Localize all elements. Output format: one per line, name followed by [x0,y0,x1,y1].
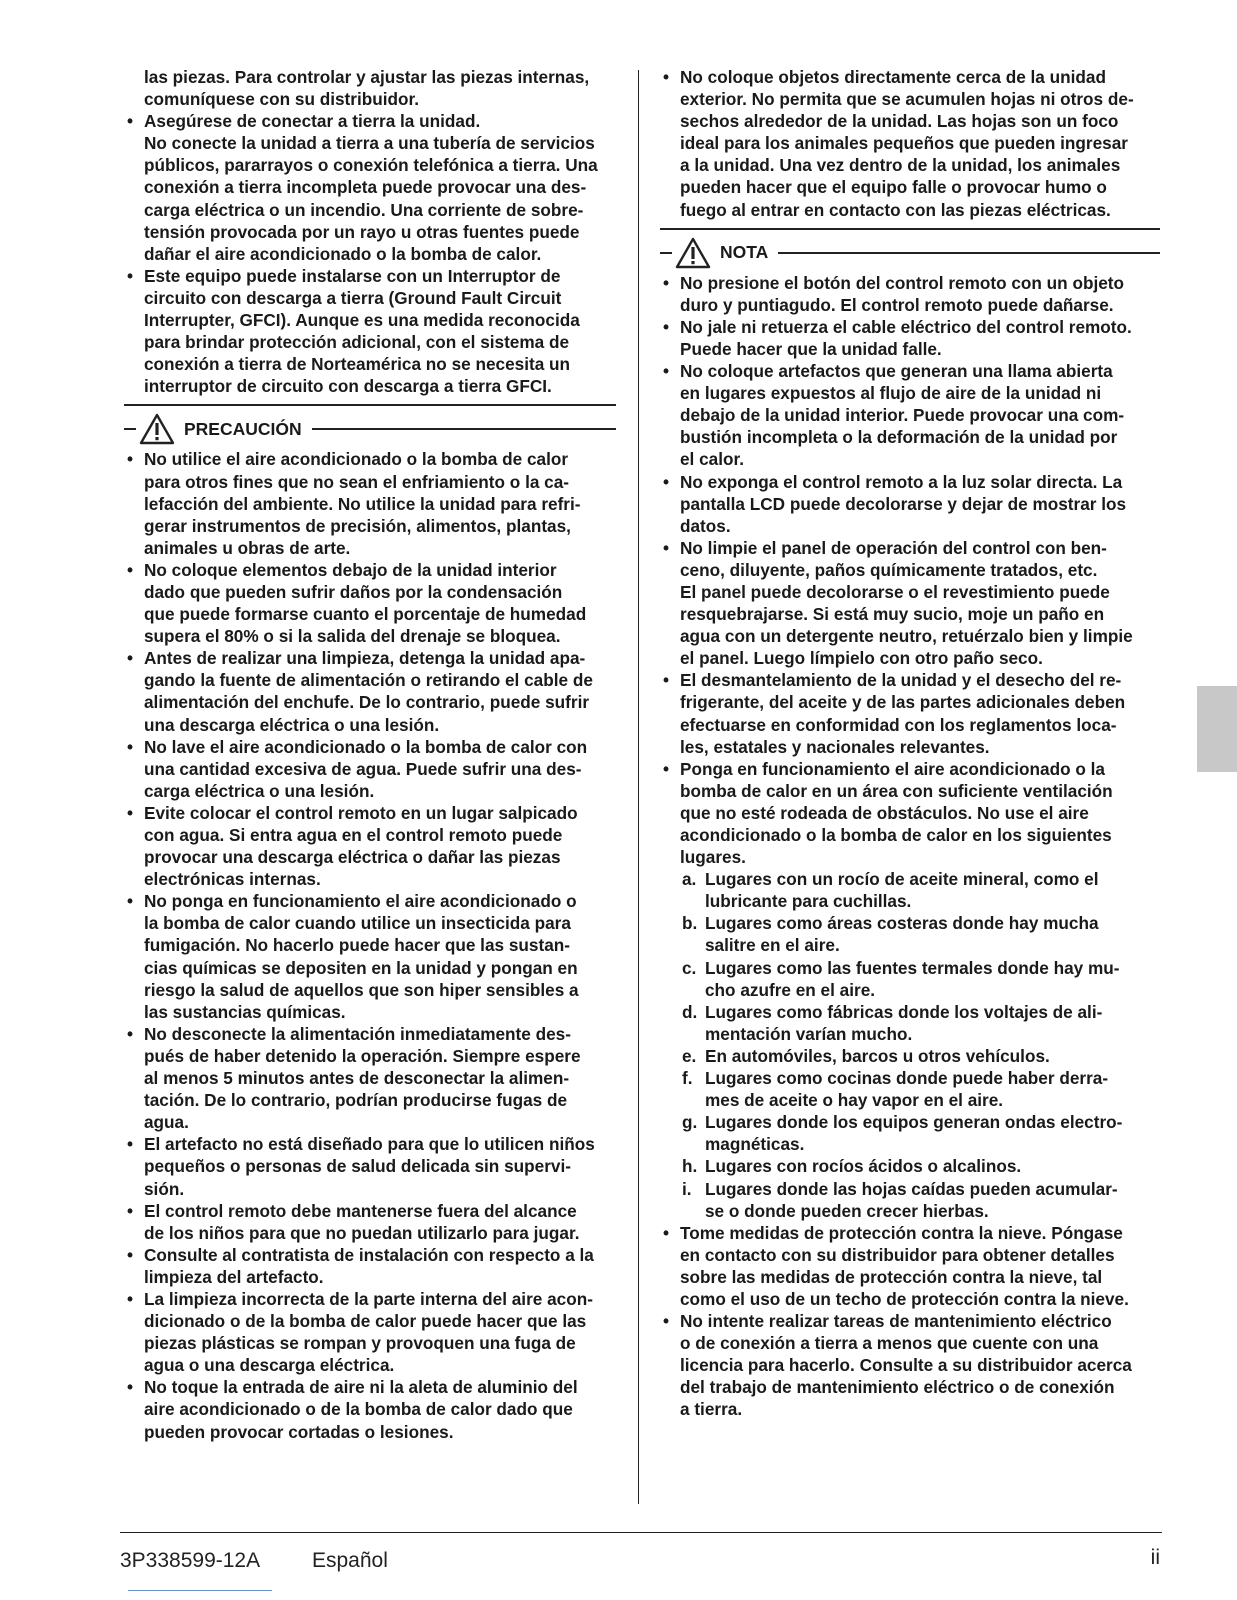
column-divider [638,70,639,1504]
text-line: en contacto con su distribuidor para obtener detalles [680,1244,1115,1265]
list-item [660,537,1160,670]
sub-marker: g. [682,1112,698,1133]
text-line: salitre en el aire. [705,935,840,956]
list-item [660,66,1160,221]
sub-marker: h. [682,1156,698,1177]
bullet-marker: • [127,736,134,757]
text-line: lugares. [680,847,746,868]
text-line: carga eléctrica o una lesión. [144,780,375,801]
list-item [124,1200,616,1244]
header-dash [660,252,672,254]
bullet-marker: • [127,559,134,580]
bullet-marker: • [663,316,670,337]
sub-list-item [660,868,1160,912]
page-number: ii [1150,1546,1160,1569]
text-line: alimentación del enchufe. De lo contrario, puede sufrir [144,692,590,713]
intro-paragraph [124,66,616,110]
sub-list-item [660,1178,1160,1222]
text-line: fumigación. No hacerlo puede hacer que las sustan- [144,935,570,956]
bullet-marker: • [127,111,134,132]
text-line: pueden provocar cortadas o lesiones. [144,1421,454,1442]
text-line: No coloque objetos directamente cerca de la unidad [680,67,1106,87]
warning-triangle-icon [675,237,711,269]
list-item [660,272,1160,316]
bullet-marker: • [663,67,670,87]
text-line: una cantidad excesiva de agua. Puede sufrir una des- [144,758,582,779]
text-line: que no esté rodeada de obstáculos. No use el aire [680,802,1089,823]
text-line: a tierra. [680,1399,743,1420]
text-line: datos. [680,515,731,536]
list-item [660,316,1160,360]
text-line: el panel. Luego límpielo con otro paño seco. [680,648,1043,669]
caution-label: PRECAUCIÓN [184,418,302,439]
text-line: electrónicas internas. [144,869,321,890]
list-item [124,647,616,735]
left-column [124,66,616,1443]
text-line: interruptor de circuito con descarga a tierra GFCI. [144,376,552,397]
text-line: pequeños o personas de salud delicada sin supervi- [144,1156,571,1177]
text-line: se o donde pueden crecer hierbas. [705,1200,989,1221]
text-line: duro y puntiagudo. El control remoto puede dañarse. [680,294,1114,315]
list-item [124,1133,616,1199]
text-line: mentación varían mucho. [705,1023,913,1044]
list-item [124,1376,616,1442]
text-line: comuníquese con su distribuidor. [144,89,420,110]
text-line: aire acondicionado o de la bomba de calor dado que [144,1399,573,1420]
sub-list-item [660,1155,1160,1177]
bullet-marker: • [663,537,670,558]
warning-list [124,110,616,397]
document-language: Español [312,1549,388,1572]
text-line: gerar instrumentos de precisión, alimentos, plantas, [144,515,571,536]
text-line: No coloque artefactos que generan una llama abierta [680,361,1113,382]
text-line: debajo de la unidad interior. Puede provocar una com- [680,405,1125,426]
bullet-marker: • [663,1311,670,1332]
text-line: a la unidad. Una vez dentro de la unidad, los animales [680,155,1121,176]
bullet-marker: • [127,1288,134,1309]
sub-marker: a. [682,869,697,890]
text-line: que puede formarse cuanto el porcentaje de humedad [144,604,587,625]
text-line: lefacción del ambiente. No utilice la unidad para refri- [144,493,581,514]
bullet-marker: • [663,1222,670,1243]
note-label: NOTA [720,242,769,263]
right-column [660,66,1160,1421]
caution-header [124,412,616,446]
list-item [124,448,616,558]
text-line: Asegúrese de conectar a tierra la unidad. [144,111,481,132]
footer-link-underline [128,1590,272,1591]
text-line: acondicionado o la bomba de calor en los siguientes [680,825,1112,845]
list-item [660,758,1160,868]
sub-list-item [660,1001,1160,1045]
text-line: del trabajo de mantenimiento eléctrico o de conexión [680,1377,1115,1398]
text-line: para otros fines que no sean el enfriamiento o la ca- [144,471,570,492]
list-item [660,1222,1160,1310]
list-item [124,265,616,398]
sub-marker: c. [682,957,697,978]
sub-list-item [660,1045,1160,1067]
list-item [124,110,616,265]
document-code: 3P338599-12A [120,1549,261,1572]
text-line: pueden hacer que el equipo falle o provocar humo o [680,177,1107,198]
list-item [124,1244,616,1288]
text-line: efectuarse en conformidad con los reglamentos loca- [680,714,1117,735]
text-line: sobre las medidas de protección contra la nieve, tal [680,1266,1103,1287]
text-line: dado que pueden sufrir daños por la condensación [144,581,563,602]
text-line: Antes de realizar una limpieza, detenga la unidad apa- [144,648,586,669]
bullet-marker: • [127,1200,134,1221]
text-line: agua. [144,1112,189,1133]
list-item [124,890,616,1023]
text-line: carga eléctrica o un incendio. Una corriente de sobre- [144,199,584,220]
text-line: Lugares donde los equipos generan ondas electro- [705,1112,1123,1133]
section-tab [1197,686,1237,772]
text-line: lubricante para cuchillas. [705,891,912,912]
text-line: Lugares como cocinas donde puede haber derra- [705,1068,1109,1089]
text-line: tación. De lo contrario, podrían producirse fugas de [144,1090,568,1111]
text-line: ceno, diluyente, paños químicamente tratados, etc. [680,559,1098,580]
text-line: Tome medidas de protección contra la nieve. Póngase [680,1222,1123,1243]
text-line: les, estatales y nacionales relevantes. [680,736,990,757]
text-line: Lugares como áreas costeras donde hay mucha [705,913,1099,934]
sub-marker: d. [682,1001,698,1022]
text-line: tensión provocada por un rayo u otras fuentes puede [144,221,580,242]
header-line [312,428,616,430]
text-line: una descarga eléctrica o una lesión. [144,714,440,735]
sub-marker: f. [682,1068,693,1089]
footer-rule [120,1532,1162,1533]
text-line: con agua. Si entra agua en el control remoto puede [144,825,563,845]
text-line: cho azufre en el aire. [705,979,876,1000]
text-line: El control remoto debe mantenerse fuera del alcance [144,1200,577,1221]
text-line: las piezas. Para controlar y ajustar las piezas internas, [144,67,590,87]
list-item [124,736,616,802]
text-line: Consulte al contratista de instalación con respecto a la [144,1244,594,1265]
text-line: limpieza del artefacto. [144,1266,324,1287]
note-list [660,272,1160,1421]
text-line: No jale ni retuerza el cable eléctrico del control remoto. [680,316,1132,337]
text-line: Lugares como fábricas donde los voltajes de ali- [705,1001,1103,1022]
sub-list-item [660,1111,1160,1155]
bullet-marker: • [663,272,670,293]
text-line: No coloque elementos debajo de la unidad interior [144,559,557,580]
text-line: conexión a tierra de Norteamérica no se necesita un [144,354,571,375]
text-line: agua o una descarga eléctrica. [144,1355,395,1376]
text-line: como el uso de un techo de protección contra la nieve. [680,1288,1129,1309]
text-line: gando la fuente de alimentación o retirando el cable de [144,670,593,691]
text-line: No toque la entrada de aire ni la aleta de aluminio del [144,1377,578,1398]
text-line: El desmantelamiento de la unidad y el desecho del re- [680,670,1122,691]
text-line: para brindar protección adicional, con el sistema de [144,332,570,353]
text-line: En automóviles, barcos u otros vehículos. [705,1045,1050,1066]
text-line: ideal para los animales pequeños que pueden ingresar [680,133,1128,154]
text-line: las sustancias químicas. [144,1001,346,1022]
text-line: supera el 80% o si la salida del drenaje se bloquea. [144,626,561,647]
bullet-marker: • [663,361,670,382]
text-line: fuego al entrar en contacto con las piezas eléctricas. [680,199,1111,220]
text-line: bustión incompleta o la deformación de la unidad por [680,427,1118,448]
list-item [124,559,616,647]
bullet-marker: • [127,1244,134,1265]
bullet-marker: • [127,449,134,470]
text-line: sión. [144,1178,185,1199]
text-line: La limpieza incorrecta de la parte interna del aire acon- [144,1288,593,1309]
text-line: No ponga en funcionamiento el aire acondicionado o [144,891,577,912]
text-line: bomba de calor en un área con suficiente ventilación [680,780,1113,801]
text-line: resquebrajarse. Si está muy sucio, moje un paño en [680,604,1105,625]
warning-triangle-icon [139,413,175,445]
text-line: dañar el aire acondicionado o la bomba de calor. [144,243,542,264]
text-line: Puede hacer que la unidad falle. [680,338,942,359]
text-line: pantalla LCD puede decolorarse y dejar de mostrar los [680,493,1127,514]
text-line: en lugares expuestos al flujo de aire de la unidad ni [680,383,1102,404]
sub-marker: i. [682,1178,692,1199]
text-line: El artefacto no está diseñado para que lo utilicen niños [144,1134,595,1155]
bullet-marker: • [127,1377,134,1398]
bullet-marker: • [663,758,670,779]
text-line: cias químicas se depositen en la unidad y pongan en [144,957,578,978]
text-line: públicos, pararrayos o conexión telefónica a tierra. Una [144,155,598,176]
text-line: la bomba de calor cuando utilice un insecticida para [144,913,571,934]
sub-list-item [660,1067,1160,1111]
text-line: Lugares donde las hojas caídas pueden acumular- [705,1178,1118,1199]
text-line: Este equipo puede instalarse con un Interruptor de [144,265,561,286]
bullet-marker: • [663,670,670,691]
text-line: El panel puede decolorarse o el revestimiento puede [680,581,1110,602]
text-line: o de conexión a tierra a menos que cuente con una [680,1333,1099,1354]
bullet-marker: • [127,1134,134,1155]
text-line: provocar una descarga eléctrica o dañar las piezas [144,847,561,868]
list-item [124,802,616,890]
bullet-marker: • [127,891,134,912]
sub-marker: b. [682,913,698,934]
list-item [660,360,1160,470]
text-line: conexión a tierra incompleta puede provocar una des- [144,177,587,198]
text-line: magnéticas. [705,1134,805,1155]
bullet-marker: • [663,471,670,492]
text-line: frigerante, del aceite y de las partes adicionales deben [680,692,1126,713]
text-line: Evite colocar el control remoto en un lugar salpicado [144,802,578,823]
list-item [660,669,1160,757]
text-line: No utilice el aire acondicionado o la bomba de calor [144,449,569,470]
text-line: agua con un detergente neutro, retuérzalo bien y limpie [680,626,1133,647]
text-line: el calor. [680,449,745,470]
text-line: sechos alrededor de la unidad. Las hojas son un foco [680,111,1119,132]
list-item [660,471,1160,537]
header-line [778,252,1160,254]
list-item [124,1288,616,1376]
text-line: pués de haber detenido la operación. Siempre espere [144,1045,581,1066]
warning-list-continued [660,66,1160,221]
list-item [660,1310,1160,1420]
text-line: licencia para hacerlo. Consulte a su distribuidor acerca [680,1355,1132,1376]
text-line: circuito con descarga a tierra (Ground Fault Circuit [144,287,562,308]
text-line: Ponga en funcionamiento el aire acondicionado o la [680,758,1105,779]
text-line: No lave el aire acondicionado o la bomba de calor con [144,736,588,757]
bullet-marker: • [127,648,134,669]
text-line: exterior. No permita que se acumulen hojas ni otros de- [680,89,1134,110]
list-item [124,1023,616,1133]
caution-list [124,448,616,1442]
text-line: de los niños para que no puedan utilizarlo para jugar. [144,1222,580,1243]
text-line: Lugares con rocíos ácidos o alcalinos. [705,1156,1022,1177]
text-line: al menos 5 minutos antes de desconectar la alimen- [144,1068,570,1089]
text-line: No limpie el panel de operación del control con ben- [680,537,1107,558]
text-line: No presione el botón del control remoto con un objeto [680,272,1125,293]
sub-list-item [660,912,1160,956]
text-line: No intente realizar tareas de mantenimiento eléctrico [680,1311,1112,1332]
bullet-marker: • [127,802,134,823]
section-rule [660,228,1160,230]
bullet-marker: • [127,265,134,286]
sub-list-item [660,957,1160,1001]
text-line: dicionado o de la bomba de calor puede hacer que las [144,1311,587,1332]
sub-marker: e. [682,1045,697,1066]
header-dash [124,428,136,430]
text-line: animales u obras de arte. [144,537,351,558]
text-line: mes de aceite o hay vapor en el aire. [705,1090,1004,1111]
text-line: riesgo la salud de aquellos que son hiper sensibles a [144,979,579,1000]
text-line: No conecte la unidad a tierra a una tubería de servicios [144,133,595,154]
text-line: Lugares con un rocío de aceite mineral, como el [705,869,1099,890]
text-line: piezas plásticas se rompan y provoquen una fuga de [144,1333,576,1354]
text-line: Lugares como las fuentes termales donde hay mu- [705,957,1120,978]
bullet-marker: • [127,1023,134,1044]
text-line: No desconecte la alimentación inmediatamente des- [144,1023,571,1044]
section-rule [124,404,616,406]
note-header [660,236,1160,270]
text-line: No exponga el control remoto a la luz solar directa. La [680,471,1123,492]
text-line: Interrupter, GFCI). Aunque es una medida reconocida [144,310,580,331]
